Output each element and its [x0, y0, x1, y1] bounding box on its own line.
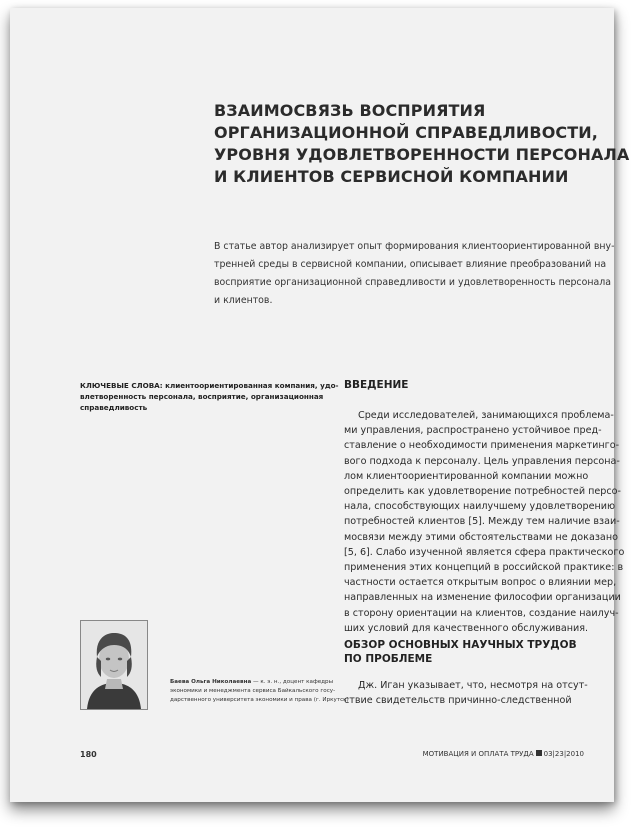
- abstract-line: восприятие организационной справедливости и удовлетворенность персонала: [214, 277, 611, 288]
- intro-text: [344, 408, 624, 636]
- intro-line: нала, способствующих наилучшему удовлетворению: [344, 501, 616, 513]
- intro-line: ми управления, распространено устойчивое пред-: [344, 425, 602, 437]
- abstract-line: и клиентов.: [214, 295, 273, 306]
- intro-line: применения этих концепций в российской практике: в: [344, 562, 624, 574]
- intro-line: ставление о необходимости применения маркетинго-: [344, 440, 620, 452]
- article-abstract: [214, 238, 615, 310]
- keywords-line: КЛЮЧЕВЫЕ СЛОВА: клиентоориентированная компания, удо-: [80, 381, 339, 390]
- author-info: [170, 678, 349, 705]
- author-line-1: [170, 678, 340, 687]
- intro-line: вого подхода к персоналу. Цель управления персона-: [344, 455, 620, 467]
- review-heading: [344, 638, 577, 666]
- abstract-line: В статье автор анализирует опыт формирования клиентоориентированной вну-: [214, 241, 615, 252]
- author-line-3: дарственного университета экономики и права (г. Иркутск): [170, 697, 349, 703]
- square-bullet-icon: [536, 750, 542, 756]
- author-name: Баева Ольга Николаевна: [170, 679, 252, 685]
- title-line: УРОВНЯ УДОВЛЕТВОРЕННОСТИ ПЕРСОНАЛА: [214, 145, 630, 164]
- title-line: ВЗАИМОСВЯЗЬ ВОСПРИЯТИЯ: [214, 101, 486, 120]
- review-heading-line: ОБЗОР ОСНОВНЫХ НАУЧНЫХ ТРУДОВ: [344, 639, 577, 651]
- intro-line: мосвязи между этими обстоятельствами не доказано: [344, 531, 618, 543]
- journal-issue: 03|23|2010: [543, 750, 584, 758]
- intro-line: потребностей клиентов [5]. Между тем наличие взаи-: [344, 516, 620, 528]
- intro-line: Среди исследователей, занимающихся проблема-: [358, 410, 614, 421]
- intro-line: определить как удовлетворение потребностей персо-: [344, 486, 621, 498]
- author-degree: — к. э. н., доцент кафедры: [251, 679, 334, 685]
- intro-heading: ВВЕДЕНИЕ: [344, 379, 409, 391]
- keywords-block: [80, 380, 339, 413]
- review-text: [344, 678, 588, 708]
- intro-line: [5, 6]. Слабо изученной является сфера практического: [344, 546, 625, 558]
- journal-page: [10, 8, 630, 802]
- review-line: ствие свидетельств причинно-следственной: [344, 695, 572, 707]
- title-line: ОРГАНИЗАЦИОННОЙ СПРАВЕДЛИВОСТИ,: [214, 123, 598, 142]
- title-line: И КЛИЕНТОВ СЕРВИСНОЙ КОМПАНИИ: [214, 167, 569, 186]
- abstract-line: тренней среды в сервисной компании, описывает влияние преобразований на: [214, 259, 607, 270]
- author-photo: [80, 620, 148, 710]
- journal-name: МОТИВАЦИЯ И ОПЛАТА ТРУДА: [422, 750, 534, 758]
- article-title: [214, 100, 630, 188]
- page-number: 180: [80, 750, 97, 759]
- intro-line: лом клиентоориентированной компании можно: [344, 470, 589, 482]
- intro-line: частности остается открытым вопрос о влиянии мер,: [344, 577, 617, 589]
- author-line-2: экономики и менеджмента сервиса Байкальского госу-: [170, 688, 336, 694]
- intro-line: направленных на изменение философии организации: [344, 592, 621, 604]
- review-heading-line: ПО ПРОБЛЕМЕ: [344, 653, 433, 665]
- keywords-line: влетворенность персонала, восприятие, организационная: [80, 392, 324, 401]
- journal-footer: [423, 750, 584, 758]
- intro-line: ших условий для качественного обслуживания.: [344, 622, 589, 634]
- intro-line: в сторону ориентации на клиентов, создание наилуч-: [344, 607, 619, 619]
- keywords-line: справедливость: [80, 403, 148, 412]
- review-line: Дж. Иган указывает, что, несмотря на отсут-: [358, 680, 588, 691]
